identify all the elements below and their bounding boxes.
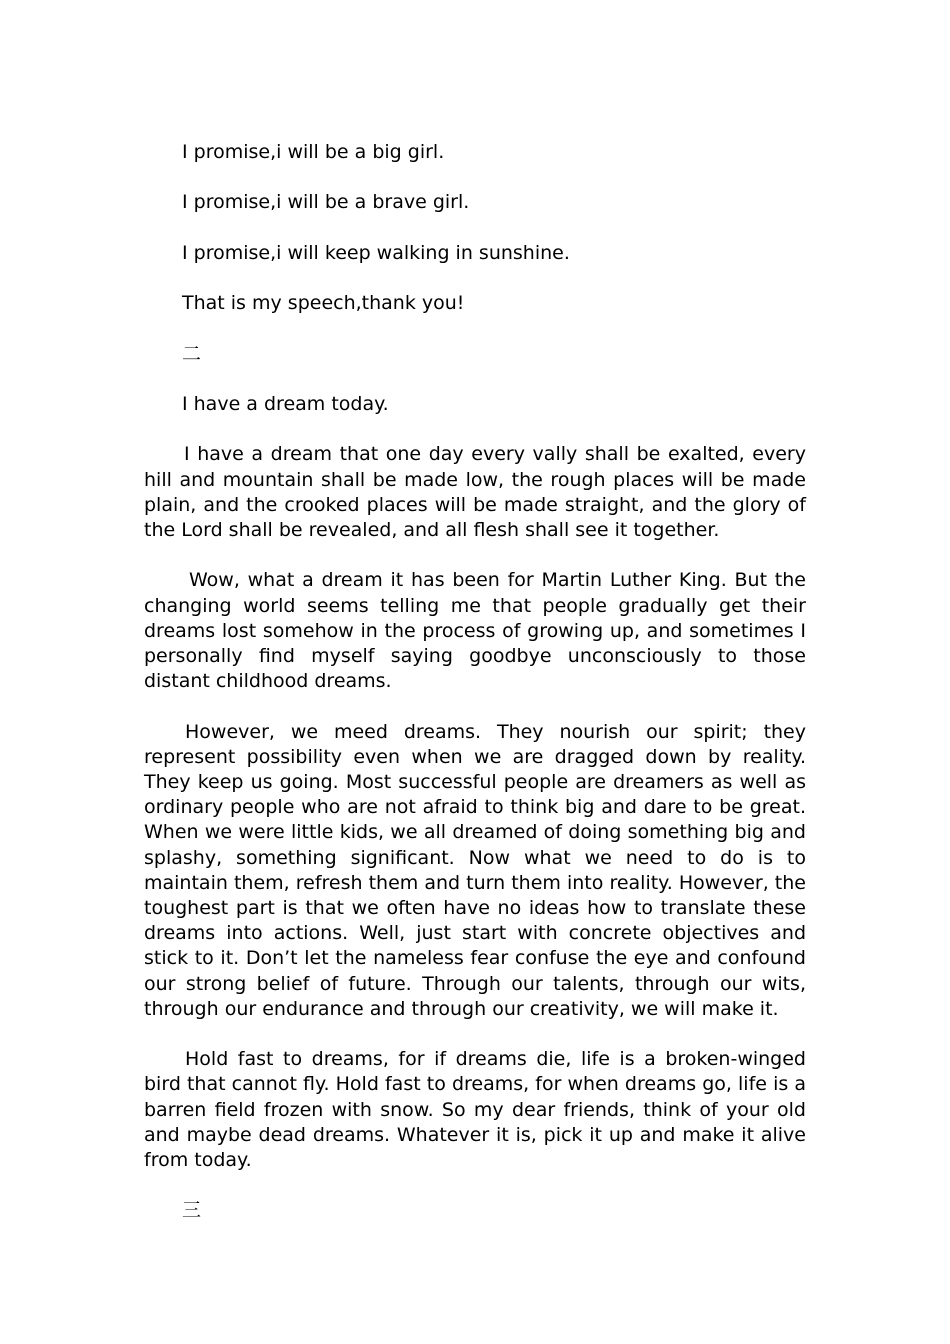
section-three-marker: 三 [182, 1199, 202, 1222]
promise-line-brave-girl: I promise,i will be a brave girl. [182, 191, 470, 214]
promise-line-big-girl: I promise,i will be a big girl. [182, 141, 445, 163]
paragraph-need-dreams: However, we meed dreams. They nourish our spirit; they represent possibility even when we are dragged down by reality. They keep us going. Most successful people are dreamers as well as ordinary people who are not afraid to think big and dare to be great. When we were little kids, we all dreamed of doing something big and splashy, something significant. Now what we need to do is to maintain them, refresh them and turn them into reality. However, the toughest part is that we often have no ideas how to translate these dreams into actions. Well, just start with concrete objectives and stick to it. Don’t let the nameless fear confuse the eye and confound our strong belief of future. Through our talents, through our wits, through our endurance and through our creativity, we will make it. [144, 720, 806, 1020]
promise-line-sunshine: I promise,i will keep walking in sunshine. [182, 241, 570, 264]
document-body [144, 140, 806, 1249]
paragraph-mlk: Wow, what a dream it has been for Martin Luther King. But the changing world seems telling me that people gradually get their dreams lost somehow in the process of growing up, and sometimes I personally find myself saying goodbye unconsciously to those distant childhood dreams. [144, 569, 806, 693]
closing-line: That is my speech,thank you! [182, 292, 465, 315]
opening-line: I have a dream today. [182, 392, 389, 415]
section-two-marker: 二 [182, 342, 202, 365]
paragraph-dream-quote: I have a dream that one day every vally shall be exalted, every hill and mountain shall be made low, the rough places will be made plain, and the crooked places will be made straight, and the glory of the Lord shall be revealed, and all flesh shall see it together. [144, 443, 806, 541]
paragraph-hold-fast: Hold fast to dreams, for if dreams die, life is a broken-winged bird that cannot fly. Hold fast to dreams, for when dreams go, life is a barren field frozen with snow. So my dear friends, think of your old and maybe dead dreams. Whatever it is, pick it up and make it alive from today. [144, 1048, 806, 1171]
